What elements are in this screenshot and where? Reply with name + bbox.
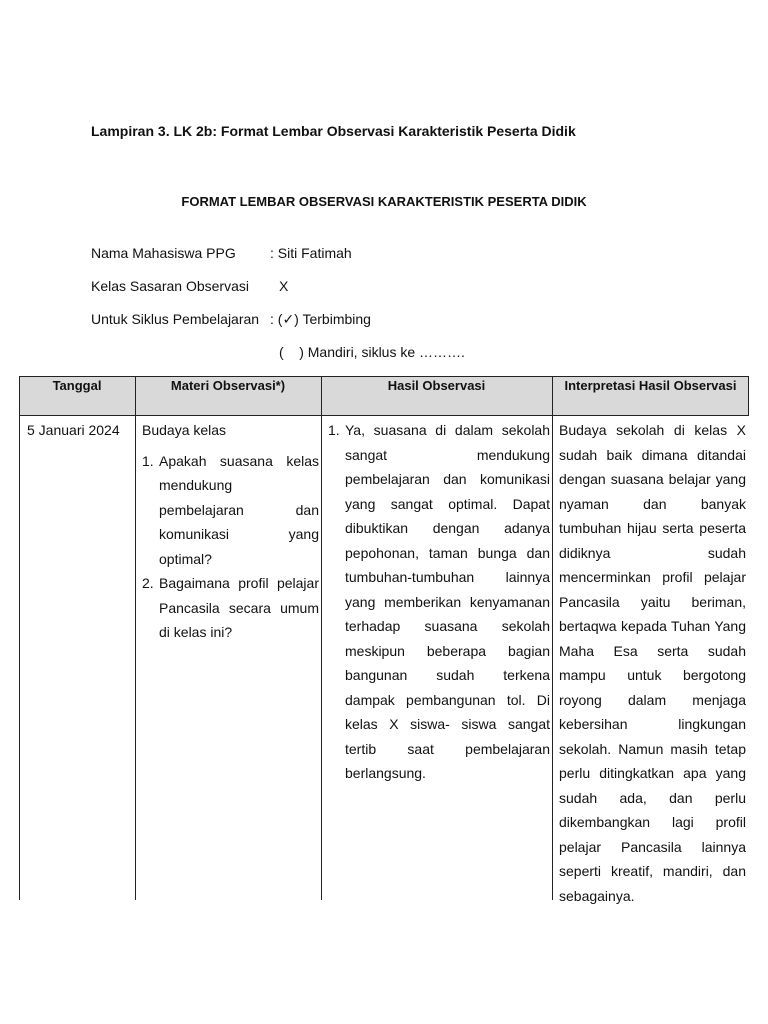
materi-item-text: Apakah suasana kelas mendukung pembelajaran dan komunikasi yang optimal? bbox=[159, 452, 319, 567]
siklus-value: : (✓) Terbimbing bbox=[270, 311, 371, 327]
header-hasil: Hasil Observasi bbox=[387, 378, 486, 393]
header-interpretasi: Interpretasi Hasil Observasi bbox=[564, 378, 737, 393]
nama-label: Nama Mahasiswa PPG bbox=[91, 245, 236, 261]
observation-table bbox=[19, 376, 749, 904]
header-tanggal: Tanggal bbox=[52, 378, 102, 393]
table-border-left bbox=[19, 376, 20, 900]
hasil-list bbox=[328, 418, 550, 786]
kelas-label: Kelas Sasaran Observasi bbox=[91, 278, 249, 294]
header-materi: Materi Observasi*) bbox=[170, 378, 286, 393]
materi-item bbox=[142, 449, 319, 572]
cell-materi bbox=[142, 418, 319, 645]
cell-hasil bbox=[328, 418, 550, 786]
column-divider bbox=[552, 376, 553, 900]
kelas-value: X bbox=[279, 278, 289, 294]
materi-item bbox=[142, 571, 319, 645]
materi-item-text: Bagaimana profil pelajar Pancasila secara umum di kelas ini? bbox=[159, 575, 319, 640]
cell-tanggal: 5 Januari 2024 bbox=[27, 422, 120, 438]
document-title: FORMAT LEMBAR OBSERVASI KARAKTERISTIK PESERTA DIDIK bbox=[181, 194, 587, 209]
siklus-label: Untuk Siklus Pembelajaran bbox=[91, 311, 260, 327]
column-divider bbox=[321, 376, 322, 900]
column-divider bbox=[135, 376, 136, 900]
materi-item-number: 2. bbox=[142, 575, 154, 591]
hasil-item-number: 1. bbox=[328, 422, 340, 438]
materi-item-number: 1. bbox=[142, 452, 154, 469]
nama-value: : Siti Fatimah bbox=[270, 245, 352, 261]
mandiri-value: ( ) Mandiri, siklus ke ………. bbox=[279, 344, 465, 360]
lampiran-title: Lampiran 3. LK 2b: Format Lembar Observasi Karakteristik Peserta Didik bbox=[91, 123, 576, 139]
materi-title: Budaya kelas bbox=[142, 422, 227, 438]
hasil-item-text: Ya, suasana di dalam sekolah sangat mendukung pembelajaran dan komunikasi yang sangat optimal. Dapat dibuktikan dengan adanya pepohonan, taman bunga dan tumbuhan-tumbuhan lainnya yang memberikan kenyamanan terhadap suasana sekolah meskipun beberapa bagian bangunan sudah terkena dampak pembangunan tol. Di kelas X siswa- siswa sangat tertib saat pembelajaran berlangsung. bbox=[345, 422, 550, 781]
materi-list bbox=[142, 449, 319, 645]
cell-interpretasi: Budaya sekolah di kelas X sudah baik dimana ditandai dengan suasana belajar yang nyaman dan banyak tumbuhan hijau serta peserta didiknya sudah mencerminkan profil pelajar Pancasila yaitu beriman, bertaqwa kepada Tuhan Yang Maha Esa serta sudah mampu untuk bergotong royong dalam menjaga kebersihan lingkungan sekolah. Namun masih tetap perlu ditingkatkan apa yang sudah ada, dan perlu dikembangkan lagi profil pelajar Pancasila lainnya seperti kreatif, mandiri, dan sebagainya. bbox=[559, 422, 746, 904]
hasil-item bbox=[328, 418, 550, 786]
